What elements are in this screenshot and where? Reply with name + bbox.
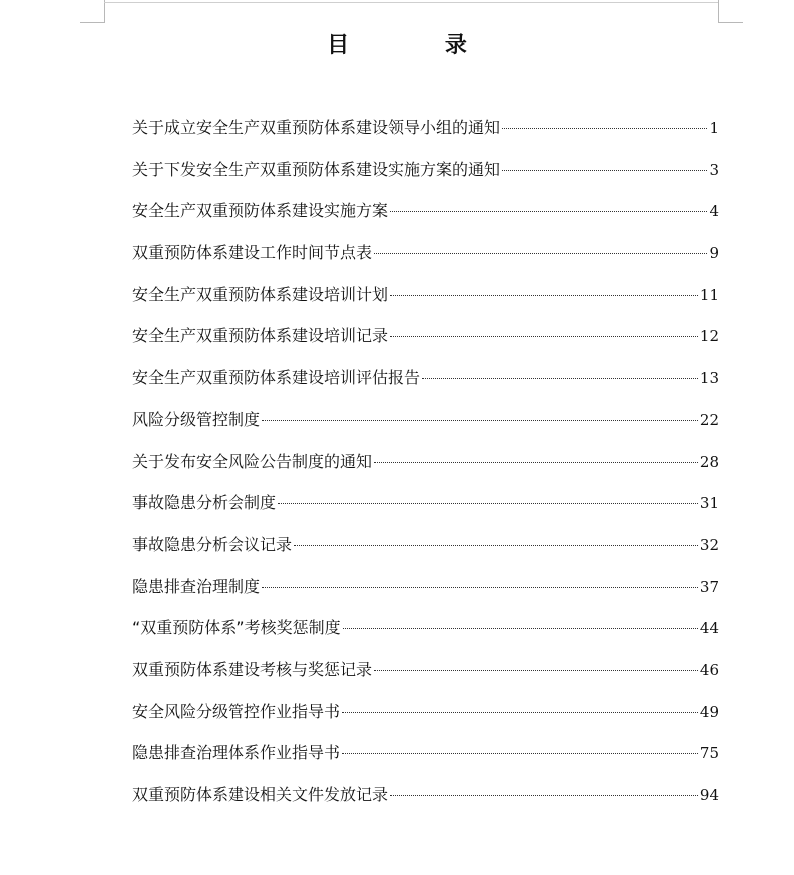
toc-dot-leader <box>374 670 698 671</box>
toc-entry-title: 关于发布安全风险公告制度的通知 <box>132 451 373 471</box>
toc-dot-leader <box>374 253 707 254</box>
toc-entry-page: 4 <box>709 202 719 221</box>
toc-entry[interactable] <box>132 696 719 738</box>
toc-entry[interactable] <box>132 237 719 279</box>
toc-entry-page: 44 <box>699 619 719 638</box>
toc-dot-leader <box>294 545 698 546</box>
table-of-contents <box>132 112 719 821</box>
toc-entry-page: 49 <box>699 702 719 721</box>
toc-entry[interactable] <box>132 112 719 154</box>
toc-entry[interactable] <box>132 612 719 654</box>
toc-dot-leader <box>278 503 698 504</box>
toc-entry-title: 隐患排查治理制度 <box>132 576 261 596</box>
toc-dot-leader <box>342 753 698 754</box>
toc-entry-page: 94 <box>699 786 719 804</box>
toc-dot-leader <box>390 295 698 296</box>
toc-entry[interactable] <box>132 529 719 571</box>
toc-entry-title: 安全风险分级管控作业指导书 <box>132 701 341 721</box>
toc-entry[interactable] <box>132 279 719 321</box>
toc-entry[interactable] <box>132 737 719 779</box>
toc-entry-page: 75 <box>699 744 719 763</box>
toc-entry[interactable] <box>132 154 719 196</box>
toc-dot-leader <box>262 587 698 588</box>
toc-entry-title: 安全生产双重预防体系建设实施方案 <box>132 201 389 221</box>
toc-entry-page: 32 <box>699 535 719 554</box>
toc-entry-title: 关于下发安全生产双重预防体系建设实施方案的通知 <box>132 159 501 179</box>
toc-entry-title: 安全生产双重预防体系建设培训记录 <box>132 326 389 346</box>
page-corner-mark-top-right <box>718 0 743 23</box>
toc-entry-page: 22 <box>699 410 719 429</box>
toc-entry-title: 关于成立安全生产双重预防体系建设领导小组的通知 <box>132 118 501 137</box>
toc-entry-title: 隐患排查治理体系作业指导书 <box>132 743 341 763</box>
toc-entry-title: 安全生产双重预防体系建设培训计划 <box>132 284 389 304</box>
toc-entry-title: 事故隐患分析会议记录 <box>132 534 293 554</box>
toc-entry-title: “双重预防体系”考核奖惩制度 <box>132 618 341 638</box>
toc-entry[interactable] <box>132 779 719 821</box>
page-corner-mark-top-left <box>80 0 105 23</box>
toc-dot-leader <box>502 128 707 129</box>
toc-entry[interactable] <box>132 654 719 696</box>
toc-entry[interactable] <box>132 195 719 237</box>
toc-entry[interactable] <box>132 446 719 488</box>
toc-dot-leader <box>342 712 698 713</box>
toc-entry[interactable] <box>132 487 719 529</box>
toc-entry-page: 28 <box>699 452 719 471</box>
toc-entry-page: 9 <box>709 244 719 263</box>
toc-entry-page: 37 <box>699 577 719 596</box>
toc-entry[interactable] <box>132 362 719 404</box>
toc-entry[interactable] <box>132 320 719 362</box>
page-top-edge <box>104 2 718 3</box>
toc-entry-title: 双重预防体系建设工作时间节点表 <box>132 243 373 263</box>
toc-dot-leader <box>422 378 698 379</box>
toc-entry-page: 11 <box>699 285 719 304</box>
toc-entry-title: 事故隐患分析会制度 <box>132 493 277 513</box>
page-title: 目 录 <box>327 32 511 58</box>
toc-entry-title: 风险分级管控制度 <box>132 409 261 429</box>
toc-dot-leader <box>390 336 698 337</box>
toc-dot-leader <box>502 170 707 171</box>
toc-entry-page: 12 <box>699 327 719 346</box>
toc-entry[interactable] <box>132 571 719 613</box>
toc-entry-title: 安全生产双重预防体系建设培训评估报告 <box>132 368 421 388</box>
toc-dot-leader <box>374 462 698 463</box>
toc-entry-page: 1 <box>709 119 719 137</box>
toc-entry-title: 双重预防体系建设相关文件发放记录 <box>132 785 389 804</box>
toc-entry-page: 46 <box>699 660 719 679</box>
toc-dot-leader <box>390 795 698 796</box>
toc-dot-leader <box>390 211 707 212</box>
toc-entry-page: 13 <box>699 369 719 388</box>
toc-entry-page: 31 <box>699 494 719 513</box>
toc-entry[interactable] <box>132 404 719 446</box>
toc-entry-title: 双重预防体系建设考核与奖惩记录 <box>132 659 373 679</box>
toc-dot-leader <box>343 628 698 629</box>
toc-entry-page: 3 <box>709 160 719 179</box>
toc-dot-leader <box>262 420 698 421</box>
